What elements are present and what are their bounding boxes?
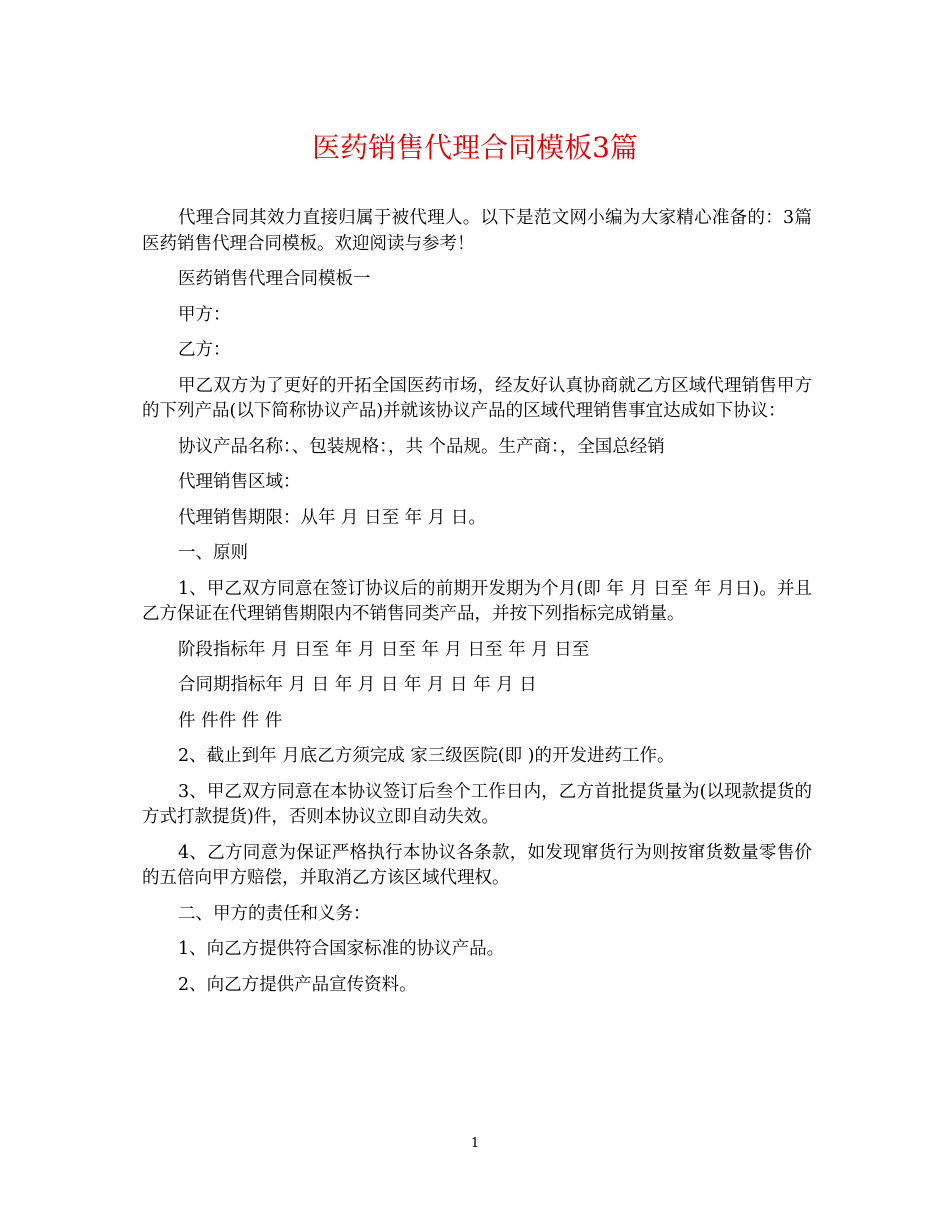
party-b-label: 乙方： (178, 340, 231, 360)
units-line: 件 件件 件 件 (178, 710, 283, 731)
page-number: 1 (470, 1136, 480, 1151)
section-heading-template-one: 医药销售代理合同模板一 (178, 269, 371, 289)
party-a-label: 甲方： (178, 304, 231, 325)
section-heading-party-a-duties: 二、甲方的责任和义务： (178, 903, 371, 924)
paragraph-agreement-purpose: 甲乙双方为了更好的开拓全国医药市场，经友好认真协商就乙方区域代理销售甲方的下列产品(以下简称协议产品)并就该协议产品的区域代理销售事宜达成如下协议： (142, 375, 812, 421)
section-heading-principle: 一、原则 (178, 543, 248, 563)
sales-period-line: 代理销售期限：从年 月 日至 年 月 日。 (178, 507, 486, 528)
clause-1: 1、甲乙双方同意在签订协议后的前期开发期为个月(即 年 月 日至 年 月日)。并且乙方保证在代理销售期限内不销售同类产品，并按下列指标完成销量。 (142, 578, 812, 624)
stage-target-line: 阶段指标年 月 日至 年 月 日至 年 月 日至 年 月 日至 (178, 639, 590, 660)
product-name-line: 协议产品名称：、包装规格：，共 个品规。生产商：，全国总经销 (178, 436, 665, 457)
document-title: 医药销售代理合同模板3篇 (312, 131, 638, 164)
duty-1: 1、向乙方提供符合国家标准的协议产品。 (178, 939, 505, 959)
clause-2: 2、截止到年 月底乙方须完成 家三级医院(即 )的开发进药工作。 (178, 746, 675, 766)
paragraph-intro: 代理合同其效力直接归属于被代理人。以下是范文网小编为大家精心准备的：3篇医药销售代理合同模板。欢迎阅读与参考！ (142, 208, 812, 254)
sales-region-line: 代理销售区域： (178, 472, 301, 492)
clause-3: 3、甲乙双方同意在本协议签订后叁个工作日内，乙方首批提货量为(以现款提货的方式打款提货)件，否则本协议立即自动失效。 (142, 781, 812, 827)
duty-2: 2、向乙方提供产品宣传资料。 (178, 974, 417, 995)
clause-4: 4、乙方同意为保证严格执行本协议各条款，如发现窜货行为则按窜货数量零售价的五倍向甲方赔偿，并取消乙方该区域代理权。 (142, 842, 812, 888)
contract-period-target-line: 合同期指标年 月 日 年 月 日 年 月 日 年 月 日 (178, 675, 537, 695)
document-body (142, 206, 812, 1008)
